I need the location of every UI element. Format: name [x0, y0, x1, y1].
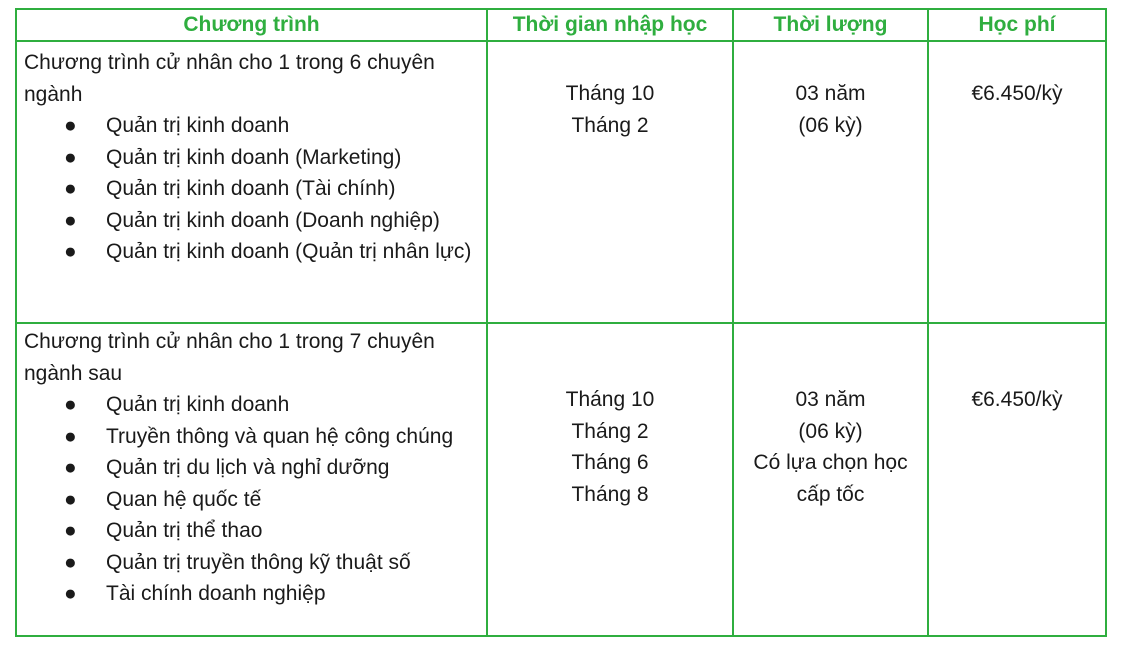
list-item	[24, 578, 476, 610]
bullet-icon: ●	[64, 145, 77, 169]
major-label: Quản trị du lịch và nghỉ dưỡng	[106, 456, 390, 479]
bullet-icon: ●	[64, 424, 77, 448]
intake-month: Tháng 2	[571, 419, 649, 443]
bullet-icon: ●	[64, 240, 77, 263]
major-list	[24, 110, 476, 268]
list-item	[24, 173, 476, 205]
list-item	[24, 452, 476, 484]
program-cell	[16, 41, 487, 323]
header-program: Chương trình	[16, 9, 487, 41]
major-label: Quản trị kinh doanh	[106, 114, 290, 137]
list-item	[24, 110, 476, 142]
duration-note: Có lựa chọn học cấp tốc	[753, 451, 908, 506]
list-item	[24, 142, 476, 174]
list-item	[24, 547, 476, 579]
tuition-cell	[928, 323, 1106, 636]
major-list	[24, 389, 476, 610]
header-tuition: Học phí	[928, 9, 1106, 41]
bullet-icon: ●	[64, 519, 77, 542]
bullet-icon: ●	[64, 177, 77, 200]
program-title: Chương trình cử nhân cho 1 trong 6 chuyên ngành	[24, 51, 435, 106]
major-label: Quản trị kinh doanh (Tài chính)	[106, 177, 396, 200]
major-label: Quản trị thể thao	[106, 519, 263, 542]
intake-month: Tháng 8	[571, 482, 649, 506]
list-item	[24, 205, 476, 237]
bullet-icon: ●	[64, 208, 77, 232]
intake-cell	[487, 41, 733, 323]
header-duration: Thời lượng	[733, 9, 928, 41]
intake-cell	[487, 323, 733, 636]
duration-cell	[733, 323, 928, 636]
list-item	[24, 484, 476, 516]
header-intake: Thời gian nhập học	[487, 9, 733, 41]
list-item	[24, 515, 476, 547]
duration-line: 03 năm	[795, 388, 866, 411]
major-label: Quản trị kinh doanh	[106, 393, 290, 416]
major-label: Quan hệ quốc tế	[106, 487, 262, 511]
list-item	[24, 236, 476, 268]
major-label: Quản trị kinh doanh (Marketing)	[106, 145, 402, 169]
bullet-icon: ●	[64, 393, 77, 416]
bullet-icon: ●	[64, 456, 77, 479]
program-table	[15, 8, 1107, 637]
major-label: Quản trị kinh doanh (Quản trị nhân lực)	[106, 240, 472, 263]
program-cell	[16, 323, 487, 636]
major-label: Truyền thông và quan hệ công chúng	[106, 424, 454, 448]
bullet-icon: ●	[64, 550, 77, 574]
tuition-value: €6.450/kỳ	[971, 388, 1063, 411]
intake-month: Tháng 6	[571, 451, 649, 474]
intake-month: Tháng 2	[571, 113, 649, 137]
intake-month: Tháng 10	[565, 388, 655, 411]
tuition-cell	[928, 41, 1106, 323]
header-row	[16, 9, 1106, 41]
list-item	[24, 421, 476, 453]
major-label: Quản trị kinh doanh (Doanh nghiệp)	[106, 208, 440, 232]
bullet-icon: ●	[64, 114, 77, 137]
duration-line: (06 kỳ)	[798, 113, 863, 137]
bullet-icon: ●	[64, 487, 77, 511]
major-label: Tài chính doanh nghiệp	[106, 582, 326, 605]
duration-cell	[733, 41, 928, 323]
tuition-value: €6.450/kỳ	[971, 82, 1063, 105]
intake-month: Tháng 10	[565, 82, 655, 105]
table-row	[16, 41, 1106, 323]
list-item	[24, 389, 476, 421]
table-row	[16, 323, 1106, 636]
duration-line: 03 năm	[795, 82, 866, 105]
major-label: Quản trị truyền thông kỹ thuật số	[106, 550, 411, 574]
duration-line: (06 kỳ)	[798, 419, 863, 443]
program-title: Chương trình cử nhân cho 1 trong 7 chuyên ngành sau	[24, 330, 435, 385]
bullet-icon: ●	[64, 582, 77, 605]
